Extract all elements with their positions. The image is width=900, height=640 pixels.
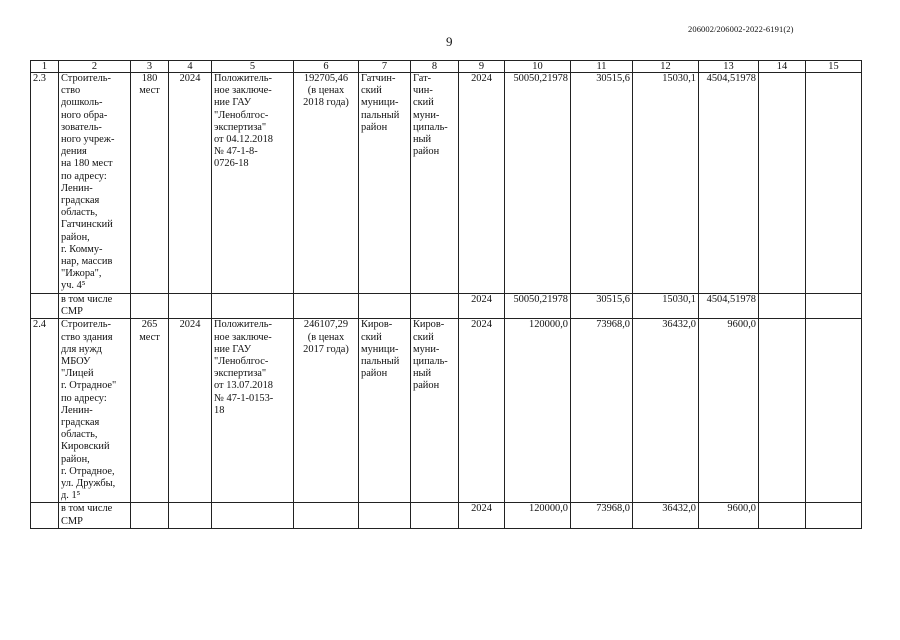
- empty-cell: [806, 73, 862, 294]
- header-cell: 5: [212, 61, 294, 73]
- local-amount: 9600,0: [699, 503, 759, 528]
- empty-cell: [806, 294, 862, 319]
- row-number: 2.4: [31, 319, 59, 503]
- object-name: Строитель- ство дошколь- ного обра- зователь- ного учреж- дения на 180 мест по адресу: Ленин- градская область, Гатчинский район, г. Комму- нар, массив "Ижора", уч. 4⁵: [59, 73, 131, 294]
- regional-amount: 36432,0: [633, 503, 699, 528]
- header-cell: 14: [759, 61, 806, 73]
- empty-cell: [169, 294, 212, 319]
- empty-cell: [212, 503, 294, 528]
- federal-amount: 30515,6: [571, 294, 633, 319]
- federal-amount: 73968,0: [571, 503, 633, 528]
- row-number: 2.3: [31, 73, 59, 294]
- header-cell: 7: [359, 61, 411, 73]
- empty-cell: [131, 503, 169, 528]
- estimated-cost: 246107,29 (в ценах 2017 года): [294, 319, 359, 503]
- empty-cell: [31, 294, 59, 319]
- header-cell: 8: [411, 61, 459, 73]
- local-amount: 4504,51978: [699, 294, 759, 319]
- header-cell: 4: [169, 61, 212, 73]
- header-cell: 3: [131, 61, 169, 73]
- page-number: 9: [446, 34, 453, 49]
- table-subrow: [31, 294, 862, 319]
- header-cell: 12: [633, 61, 699, 73]
- recipient: Киров- ский муни- ципаль- ный район: [411, 319, 459, 503]
- subrow-label: в том числе СМР: [59, 294, 131, 319]
- empty-cell: [759, 503, 806, 528]
- local-amount: 9600,0: [699, 319, 759, 503]
- completion-year: 2024: [169, 319, 212, 503]
- header-cell: 9: [459, 61, 505, 73]
- total-amount: 120000,0: [505, 319, 571, 503]
- year-cell: 2024: [459, 319, 505, 503]
- document-id: 206002/206002-2022-6191(2): [688, 24, 794, 34]
- header-cell: 15: [806, 61, 862, 73]
- header-cell: 10: [505, 61, 571, 73]
- year-cell: 2024: [459, 73, 505, 294]
- federal-amount: 30515,6: [571, 73, 633, 294]
- expertise-conclusion: Положитель- ное заключе- ние ГАУ "Леноблгос- экспертиза" от 04.12.2018 № 47-1-8- 0726-18: [212, 73, 294, 294]
- recipient: Гат- чин- ский муни- ципаль- ный район: [411, 73, 459, 294]
- header-cell: 11: [571, 61, 633, 73]
- total-amount: 120000,0: [505, 503, 571, 528]
- empty-cell: [759, 73, 806, 294]
- empty-cell: [169, 503, 212, 528]
- header-row: [31, 61, 862, 73]
- expertise-conclusion: Положитель- ное заключе- ние ГАУ "Леноблгос- экспертиза" от 13.07.2018 № 47-1-0153- 18: [212, 319, 294, 503]
- total-amount: 50050,21978: [505, 294, 571, 319]
- empty-cell: [806, 319, 862, 503]
- regional-amount: 15030,1: [633, 73, 699, 294]
- header-cell: 6: [294, 61, 359, 73]
- year-cell: 2024: [459, 294, 505, 319]
- empty-cell: [212, 294, 294, 319]
- empty-cell: [759, 294, 806, 319]
- empty-cell: [359, 503, 411, 528]
- estimated-cost: 192705,46 (в ценах 2018 года): [294, 73, 359, 294]
- customer: Гатчин- ский муници- пальный район: [359, 73, 411, 294]
- empty-cell: [294, 503, 359, 528]
- federal-amount: 73968,0: [571, 319, 633, 503]
- subrow-label: в том числе СМР: [59, 503, 131, 528]
- empty-cell: [131, 294, 169, 319]
- year-cell: 2024: [459, 503, 505, 528]
- header-cell: 1: [31, 61, 59, 73]
- header-cell: 13: [699, 61, 759, 73]
- table-row: [31, 319, 862, 503]
- empty-cell: [411, 503, 459, 528]
- capacity: 265 мест: [131, 319, 169, 503]
- empty-cell: [359, 294, 411, 319]
- total-amount: 50050,21978: [505, 73, 571, 294]
- header-cell: 2: [59, 61, 131, 73]
- empty-cell: [806, 503, 862, 528]
- object-name: Строитель- ство здания для нужд МБОУ "Лицей г. Отрадное" по адресу: Ленин- градская область, Кировский район, г. Отрадное, ул. Дружбы, д. 1⁵: [59, 319, 131, 503]
- empty-cell: [294, 294, 359, 319]
- empty-cell: [411, 294, 459, 319]
- local-amount: 4504,51978: [699, 73, 759, 294]
- regional-amount: 15030,1: [633, 294, 699, 319]
- investment-table: [30, 60, 862, 529]
- table-row: [31, 73, 862, 294]
- customer: Киров- ский муници- пальный район: [359, 319, 411, 503]
- empty-cell: [31, 503, 59, 528]
- completion-year: 2024: [169, 73, 212, 294]
- empty-cell: [759, 319, 806, 503]
- capacity: 180 мест: [131, 73, 169, 294]
- table-subrow: [31, 503, 862, 528]
- regional-amount: 36432,0: [633, 319, 699, 503]
